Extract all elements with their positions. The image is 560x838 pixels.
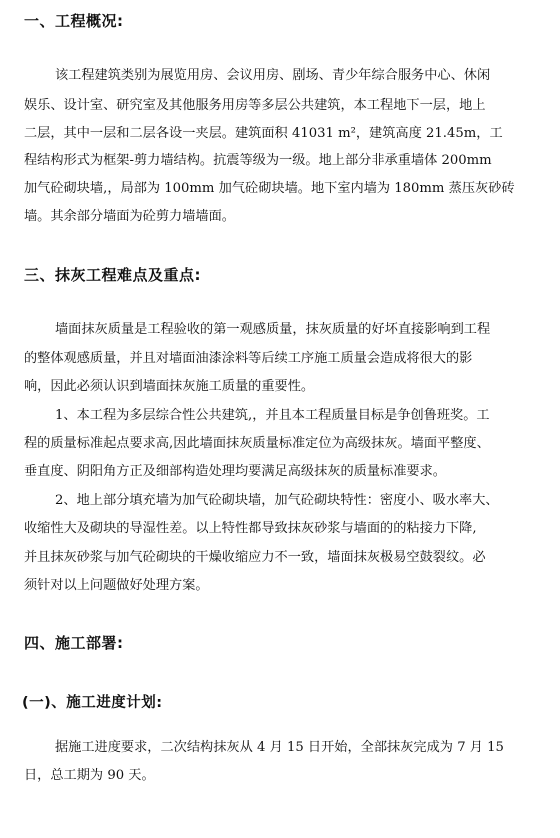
section-heading-deployment: 四、施工部署: xyxy=(24,634,124,652)
paragraph-line: 程结构形式为框架-剪力墙结构。抗震等级为一级。地上部分非承重墙体 200mm xyxy=(24,153,492,168)
paragraph-line: 程的质量标准起点要求高,因此墙面抹灰质量标准定位为高级抹灰。墙面平整度、 xyxy=(24,436,490,451)
paragraph-line: 该工程建筑类别为展览用房、会议用房、剧场、青少年综合服务中心、休闲 xyxy=(55,68,491,83)
section-heading-plastering-keypoints: 三、抹灰工程难点及重点: xyxy=(24,266,201,284)
paragraph-line: 须针对以上问题做好处理方案。 xyxy=(24,578,209,593)
paragraph-line: 收缩性大及砌块的导湿性差。以上特性都导致抹灰砂浆与墙面的的粘接力下降, xyxy=(24,521,477,536)
paragraph-line: 垂直度、阴阳角方正及细部构造处理均要满足高级抹灰的质量标准要求。 xyxy=(24,464,446,479)
paragraph-line: 二层，其中一层和二层各设一夹层。建筑面积 41031 m²，建筑高度 21.45m，工 xyxy=(24,126,503,141)
paragraph-line: 加气砼砌块墙,，局部为 100mm 加气砼砌块墙。地下室内墙为 180mm 蒸压灰砂砖 xyxy=(24,181,515,196)
paragraph-line: 响，因此必须认识到墙面抹灰施工质量的重要性。 xyxy=(24,379,315,394)
paragraph-line: 并且抹灰砂浆与加气砼砌块的干燥收缩应力不一致，墙面抹灰极易空鼓裂纹。必 xyxy=(24,550,486,565)
paragraph-line: 1、本工程为多层综合性公共建筑,，并且本工程质量目标是争创鲁班奖。工 xyxy=(55,408,490,423)
paragraph-line: 墙。其余部分墙面为砼剪力墙墙面。 xyxy=(24,209,235,224)
section-heading-overview: 一、工程概况: xyxy=(24,12,124,30)
paragraph-line: 娱乐、设计室、研究室及其他服务用房等多层公共建筑，本工程地下一层，地上 xyxy=(24,98,486,113)
paragraph-line: 据施工进度要求，二次结构抹灰从 4 月 15 日开始，全部抹灰完成为 7 月 15 xyxy=(55,740,504,755)
paragraph-line: 2、地上部分填充墙为加气砼砌块墙，加气砼砌块特性：密度小、吸水率大、 xyxy=(55,493,499,508)
paragraph-line: 的整体观感质量，并且对墙面油漆涂料等后续工序施工质量会造成将很大的影 xyxy=(24,351,473,366)
paragraph-line: 日，总工期为 90 天。 xyxy=(24,768,155,783)
paragraph-line: 墙面抹灰质量是工程验收的第一观感质量，抹灰质量的好坏直接影响到工程 xyxy=(55,322,491,337)
subsection-heading-schedule: (一)、施工进度计划: xyxy=(22,695,163,711)
